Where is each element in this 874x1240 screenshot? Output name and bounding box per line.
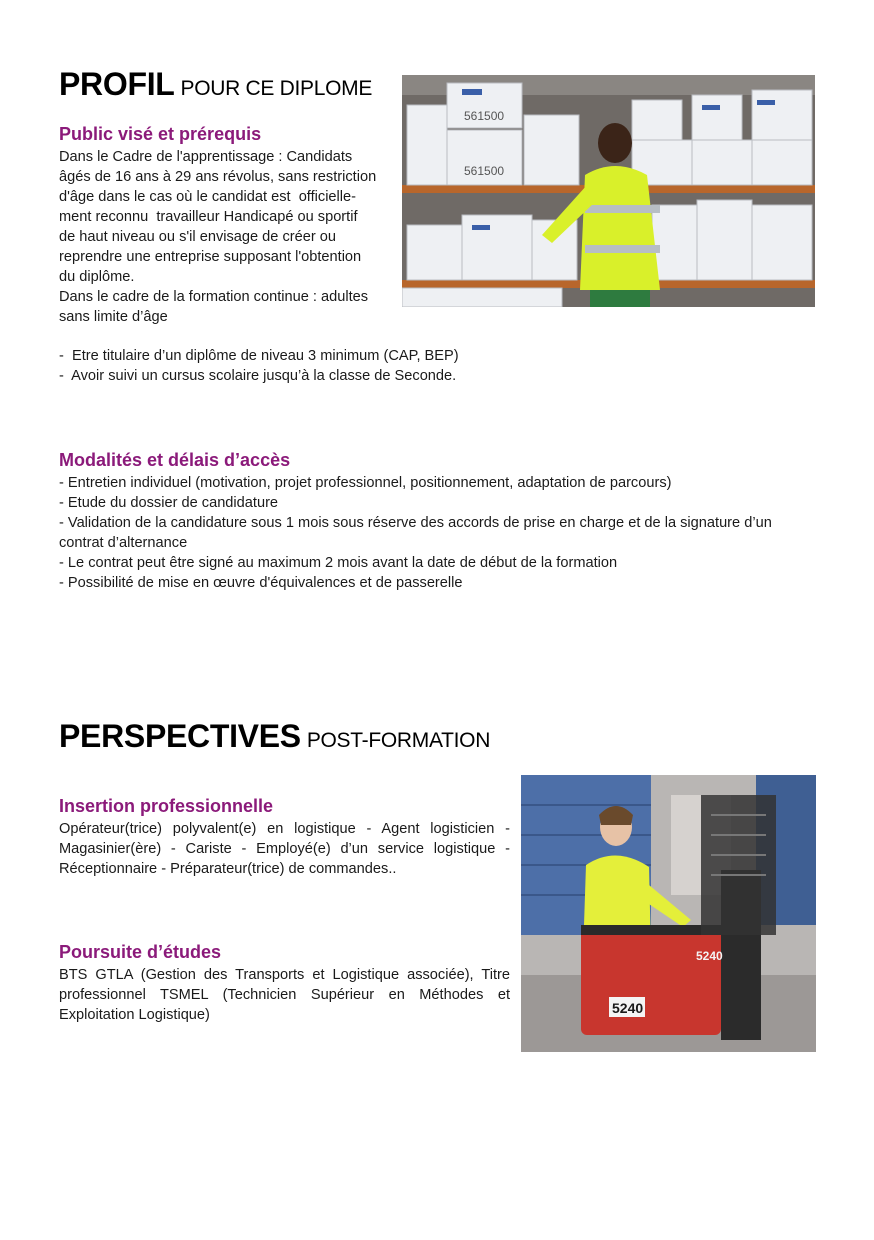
modalites-text [59, 473, 819, 593]
forklift-number: 5240 [696, 949, 723, 963]
public-text [59, 147, 399, 327]
modalites-section [59, 450, 819, 593]
public-line: sans limite d’âge [59, 309, 168, 325]
box-label: 561500 [464, 109, 505, 123]
public-line: de haut niveau ou s'il envisage de créer ou [59, 229, 337, 245]
modalites-item: - Possibilité de mise en œuvre d'équivalences et de passerelle [59, 575, 463, 591]
insertion-text: Opérateur(trice) polyvalent(e) en logistique - Agent logisticien - Magasinier(ère) - Cariste - Employé(e) d’un service logistique - Réceptionnaire - Préparateur(trice) de commandes.. [59, 821, 510, 877]
modalites-item: - Le contrat peut être signé au maximum 2 mois avant la date de début de la formation [59, 555, 618, 571]
modalites-item: - Entretien individuel (motivation, projet professionnel, positionnement, adaptation de parcours) [59, 475, 672, 491]
profil-title: PROFIL [59, 66, 175, 102]
public-line: d'âge dans le cas où le candidat est officielle- [59, 189, 357, 205]
modalites-item: - Validation de la candidature sous 1 mois sous réserve des accords de prise en charge et de la signature d’un [59, 515, 772, 531]
public-line: âgés de 16 ans à 29 ans révolus, sans restriction [59, 169, 377, 185]
perspectives-subtitle: POST-FORMATION [306, 729, 491, 752]
modalites-item: - Etude du dossier de candidature [59, 495, 279, 511]
forklift-number: 5240 [612, 1000, 644, 1016]
public-line: reprendre une entreprise supposant l'obtention [59, 249, 362, 265]
modalites-heading: Modalités et délais d’accès [59, 450, 291, 470]
forklift-operator-photo [521, 775, 816, 1052]
prerequis-item: - Avoir suivi un cursus scolaire jusqu’à la classe de Seconde. [59, 368, 457, 384]
public-heading: Public visé et prérequis [59, 124, 262, 144]
prerequis-item: - Etre titulaire d’un diplôme de niveau 3 minimum (CAP, BEP) [59, 348, 459, 364]
prerequis-list [59, 346, 659, 386]
public-line: du diplôme. [59, 269, 135, 285]
profil-subtitle: POUR CE DIPLOME [180, 77, 373, 100]
public-line: Dans le Cadre de l'apprentissage : Candidats [59, 149, 353, 165]
public-line: Dans le cadre de la formation continue : adultes [59, 289, 369, 305]
warehouse-worker-photo [402, 75, 815, 307]
poursuite-section [59, 942, 510, 1025]
insertion-section [59, 796, 510, 879]
insertion-heading: Insertion professionnelle [59, 796, 274, 816]
public-line: ment reconnu travailleur Handicapé ou sportif [59, 209, 358, 225]
box-label: 561500 [464, 164, 505, 178]
poursuite-heading: Poursuite d’études [59, 942, 222, 962]
perspectives-title: PERSPECTIVES [59, 718, 301, 754]
public-section [59, 124, 399, 327]
poursuite-text: BTS GTLA (Gestion des Transports et Logistique associée), Titre professionnel TSMEL (Technicien Supérieur en Méthodes et Exploitation Logistique) [59, 967, 510, 1023]
modalites-item: contrat d’alternance [59, 535, 188, 551]
perspectives-heading [59, 718, 490, 755]
profil-heading [59, 66, 372, 103]
